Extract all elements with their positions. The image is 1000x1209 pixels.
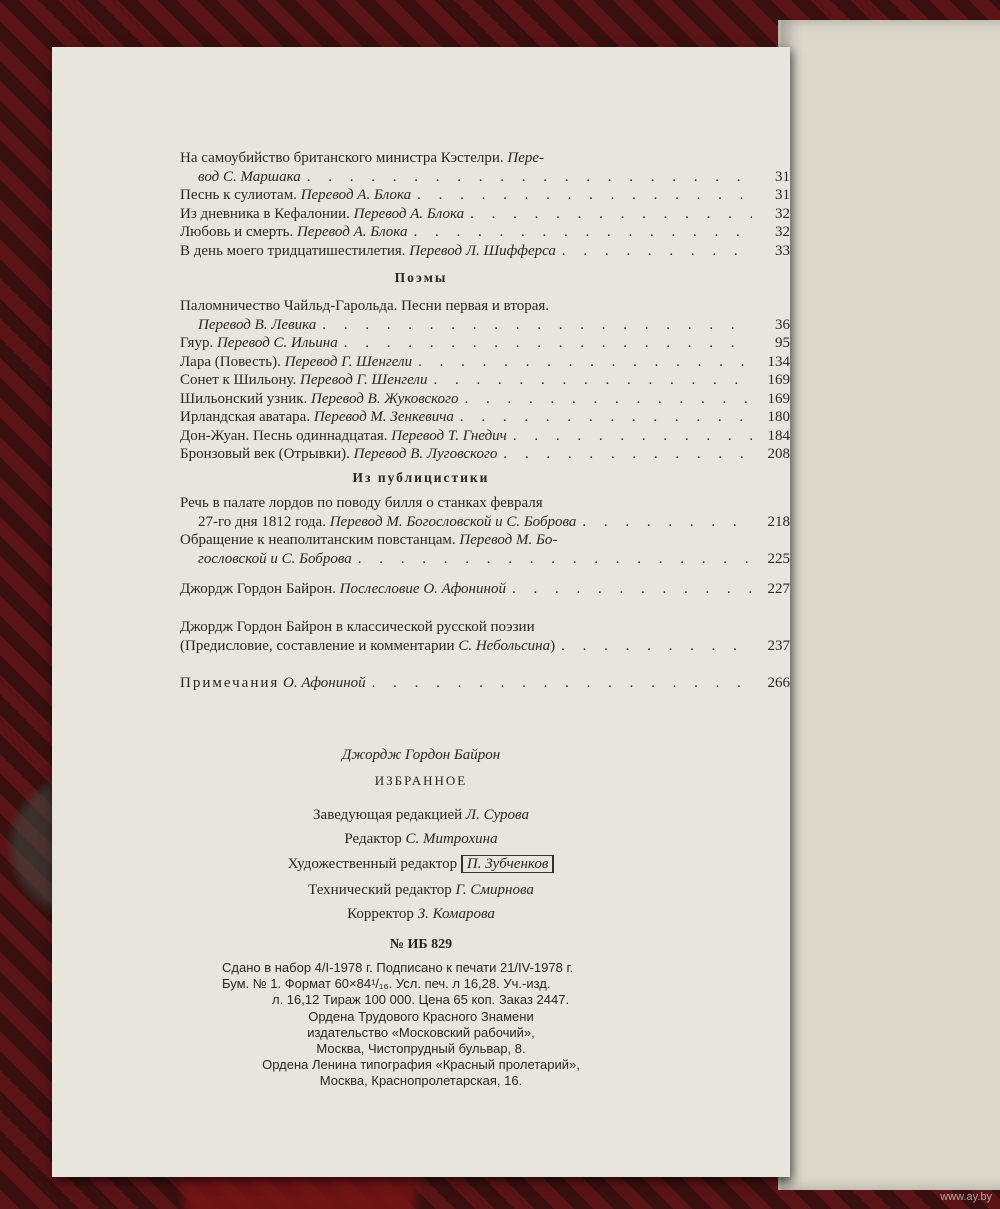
- toc-entry: Шильонский узник. Перевод В. Жуковского . . . 169: [180, 390, 790, 409]
- toc-entry: Сонет к Шильону. Перевод Г. Шенгели . . . 169: [180, 371, 790, 390]
- toc-entry: Из дневника в Кефалонии. Перевод А. Блока . . . 32: [180, 205, 790, 224]
- toc-entry-classic-poetry: Джордж Гордон Байрон в классической русской поэзии (Предисловие, составление и комментарии С. Небольсина) . . . 237: [180, 618, 790, 655]
- imprint-title: ИЗБРАННОЕ: [374, 773, 468, 788]
- book-page: [52, 47, 790, 1177]
- toc-entry: Гяур. Перевод С. Ильина . . . 95: [180, 334, 790, 353]
- art-editor-box: П. Зубченков: [461, 855, 554, 873]
- toc-entry: Паломничество Чайльд-Гарольда. Песни первая и вторая. Перевод В. Левика . . . 36: [180, 297, 790, 334]
- section-heading-publicism: Из публицистики: [352, 470, 490, 485]
- credit-line: Заведующая редакцией Л. Сурова: [313, 807, 529, 823]
- toc-section-lyrics: [180, 149, 790, 260]
- section-heading-poems: Поэмы: [394, 270, 448, 285]
- toc-entry: Обращение к неаполитанским повстанцам. Перевод М. Бо- гословской и С. Боброва . . . 225: [180, 531, 790, 568]
- credit-line: Корректор З. Комарова: [347, 906, 495, 922]
- toc-section-publicism: [180, 494, 790, 568]
- toc-entry: Дон-Жуан. Песнь одиннадцатая. Перевод Т. Гнедич . . . 184: [180, 427, 790, 446]
- toc-entry: Ирландская аватара. Перевод М. Зенкевича . . . 180: [180, 408, 790, 427]
- toc-entry: Любовь и смерть. Перевод А. Блока . . . 32: [180, 223, 790, 242]
- ib-number: № ИБ 829: [389, 937, 453, 952]
- toc-section-poems: [180, 297, 790, 464]
- toc-entry: Песнь к сулиотам. Перевод А. Блока . . . 31: [180, 186, 790, 205]
- credit-line: Художественный редактор П. Зубченков: [52, 856, 790, 873]
- toc-entry: Бронзовый век (Отрывки). Перевод В. Луговского . . . 208: [180, 445, 790, 464]
- toc-entry: Речь в палате лордов по поводу билля о станках февраля 27-го дня 1812 года. Перевод М. Богословской и С. Боброва . . . 218: [180, 494, 790, 531]
- toc-entry-notes: Примечания О. Афониной . . . 266: [180, 674, 790, 693]
- watermark: www.ay.by: [940, 1191, 992, 1203]
- imprint-author: Джордж Гордон Байрон: [341, 747, 501, 763]
- print-info: Сдано в набор 4/I-1978 г. Подписано к печати 21/IV-1978 г. Бум. № 1. Формат 60×84¹/₁₆. Усл. печ. л 16,28. Уч.-изд. л. 16,12 Тираж 100 000. Цена 65 коп. Заказ 2447.: [222, 960, 574, 1007]
- toc-entry: На самоубийство британского министра Кэстелри. Пере- вод С. Маршака . . . 31: [180, 149, 790, 186]
- credit-line: Технический редактор Г. Смирнова: [308, 882, 534, 898]
- toc-entry-afterword: Джордж Гордон Байрон. Послесловие О. Афониной . . . 227: [180, 580, 790, 599]
- toc-entry: Лара (Повесть). Перевод Г. Шенгели . . . 134: [180, 353, 790, 372]
- credit-line: Редактор С. Митрохина: [344, 831, 498, 847]
- publisher-info: Ордена Трудового Красного Знамени издательство «Московский рабочий», Москва, Чистопрудный бульвар, 8. Ордена Ленина типография «Красный пролетарий», Москва, Краснопролетарская, 16.: [262, 1009, 580, 1088]
- facing-page: [778, 20, 1000, 1190]
- toc-entry: В день моего тридцатишестилетия. Перевод Л. Шифферса . . . 33: [180, 242, 790, 261]
